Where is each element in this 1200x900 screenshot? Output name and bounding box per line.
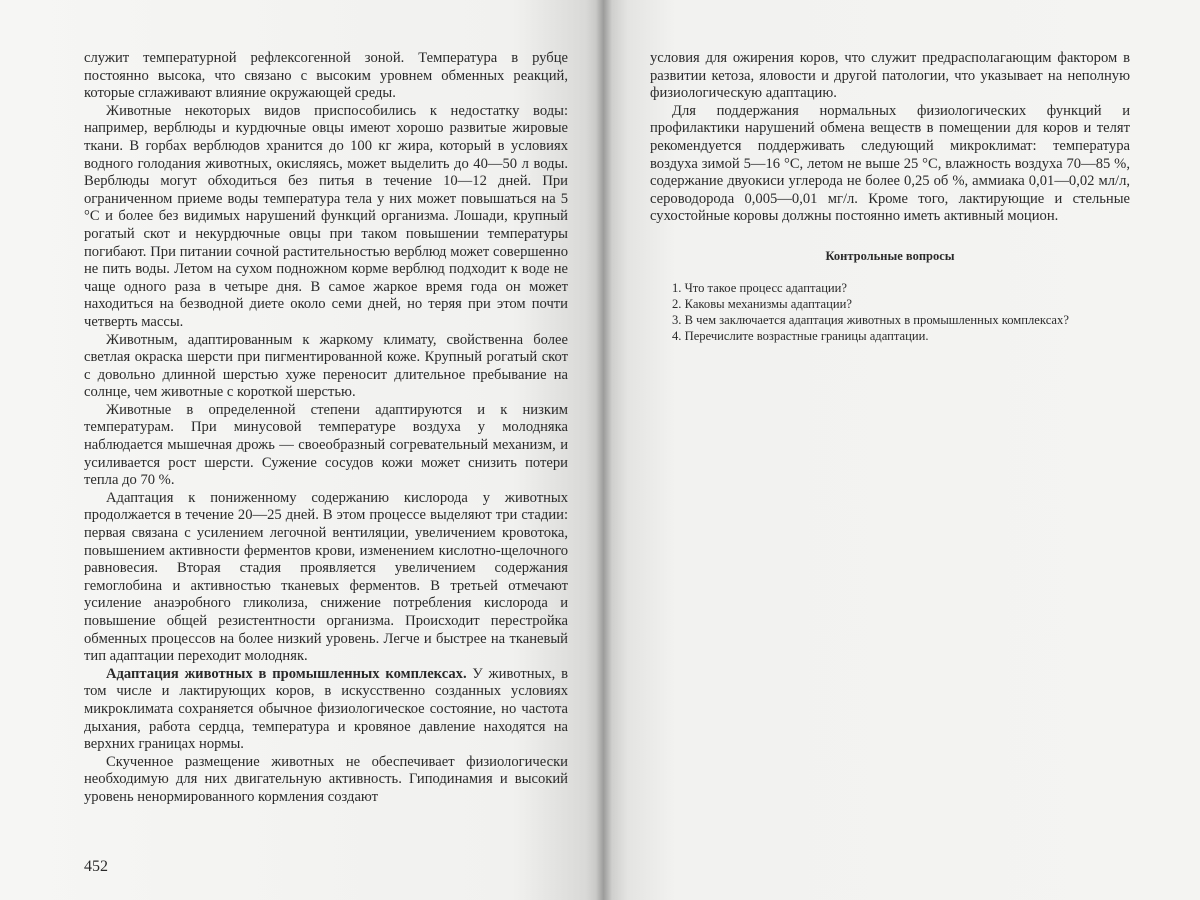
question-item: 2. Каковы механизмы адаптации? [672,296,852,311]
left-text-column [84,50,568,807]
page-number: 452 [84,858,108,875]
paragraph-runin [84,666,568,754]
right-text-column [650,50,1130,344]
paragraph: служит температурной рефлексогенной зоной. Температура в рубце постоянно высока, что связано с высоким уровнем обменных реакций, которые сглаживают влияние окружающей среды. [84,50,568,102]
paragraph: Адаптация к пониженному содержанию кислорода у животных продолжается в течение 20—25 дней. В этом процессе выделяют три стадии: первая связана с усилением легочной вентиляции, увеличением кровотока, повышением активности ферментов крови, изменением кислотно-щелочного равновесия. Вторая стадия проявляется увеличением содержания гемоглобина и активностью тканевых ферментов. В третьей отмечают усиление анаэробного гликолиза, снижение потребления кислорода и повышение общей резистентности организма. Происходит перестройка обменных процессов на более низкий уровень. Легче и быстрее на тканевый тип адаптации переходит молодняк. [84,489,568,665]
runin-text: У животных, в том числе и лактирующих коров, в искусственно созданных условиях микроклимата сохраняется обычное физиологическое состояние, но частота дыхания, работа сердца, температура и кровяное давление находятся на верхних границах нормы. [84,665,568,753]
paragraph: условия для ожирения коров, что служит предрасполагающим фактором в развитии кетоза, яловости и другой патологии, что указывает на неполную физиологическую адаптацию. [650,50,1130,102]
question-item: 1. Что такое процесс адаптации? [672,280,847,295]
questions-heading: Контрольные вопросы [825,248,955,263]
questions-list [650,280,1130,344]
paragraph: Животные некоторых видов приспособились к недостатку воды: например, верблюды и курдючные овцы имеют хорошо развитые жировые ткани. В горбах верблюдов хранится до 100 кг жира, который в условиях водного голодания животных, окисляясь, может выделить до 40—50 л воды. Верблюды могут обходиться без питья в течение 10—12 дней. При ограниченном приеме воды температура тела у них может повышаться на 5 °С и более без видимых нарушений функций организма. Лошади, крупный рогатый скот и некурдючные овцы при таком повышении температуры погибают. При питании сочной растительностью верблюд может совершенно не пить воды. Летом на сухом подножном корме верблюд подходит к воде не чаще одного раза в четыре дня. В самое жаркое время года он может находиться на безводной диете около семи дней, но теряя при этом почти четверть массы. [84,102,568,330]
runin-heading: Адаптация животных в промышленных комплексах. [106,665,467,682]
paragraph: Животные в определенной степени адаптируются и к низким температурам. При минусовой температуре воздуха у молодняка наблюдается мышечная дрожь — своеобразный согревательный механизм, и усиливается рост шерсти. Сужение сосудов кожи может снизить потери тепла до 70 %. [84,401,568,489]
book-gutter [596,0,612,900]
paragraph: Скученное размещение животных не обеспечивает физиологически необходимую для них двигательную активность. Гиподинамия и высокий уровень ненормированного кормления создают [84,753,568,805]
question-item: 4. Перечислите возрастные границы адаптации. [672,328,929,343]
question-item: 3. В чем заключается адаптация животных в промышленных комплексах? [672,312,1069,327]
paragraph: Для поддержания нормальных физиологических функций и профилактики нарушений обмена веществ в помещении для коров и телят рекомендуется поддерживать следующий микроклимат: температура воздуха зимой 5—16 °С, летом не выше 25 °С, влажность воздуха 70—85 %, содержание двуокиси углерода не более 0,25 об %, аммиака 0,01—0,02 мл/л, сероводорода 0,005—0,01 мг/л. Кроме того, лактирующие и стельные сухостойные коровы должны постоянно иметь активный моцион. [650,102,1130,225]
paragraph: Животным, адаптированным к жаркому климату, свойственна более светлая окраска шерсти при пигментированной коже. Крупный рогатый скот с довольно длинной шерстью хуже переносит длительное пребывание на солнце, чем животные с короткой шерстью. [84,331,568,401]
